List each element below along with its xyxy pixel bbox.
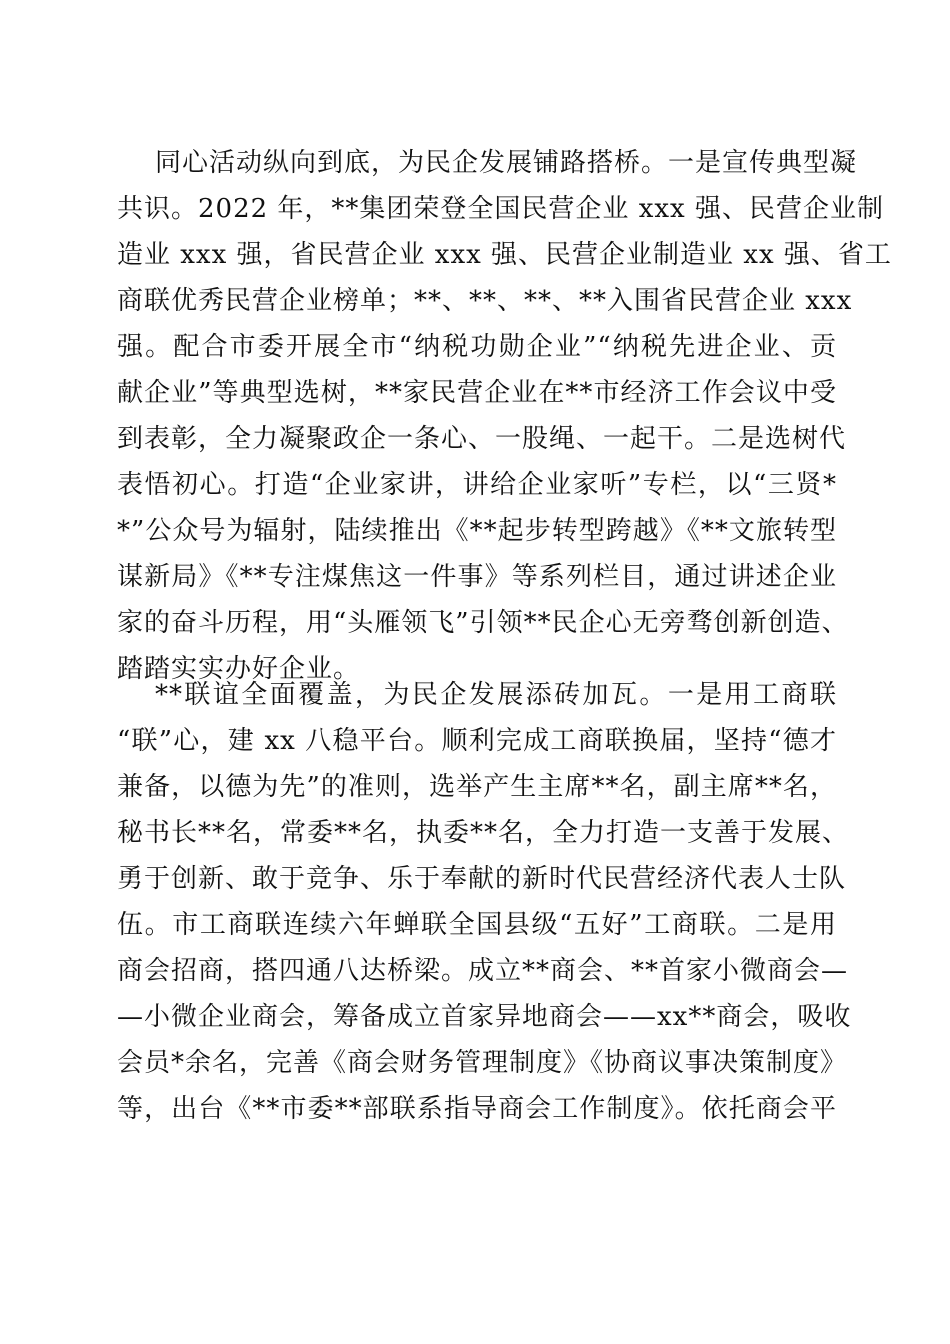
text-line: 伍。市工商联连续六年蝉联全国县级“五好”工商联。二是用 xyxy=(117,910,837,940)
text-line: 商联优秀民营企业榜单；**、**、**、**入围省民营企业 xxx xyxy=(117,286,853,316)
text-line: 表悟初心。打造“企业家讲，讲给企业家听”专栏，以“三贤* xyxy=(117,470,837,500)
text-line: 会员*余名，完善《商会财务管理制度》《协商议事决策制度》 xyxy=(117,1048,848,1078)
text-line: 到表彰，全力凝聚政企一条心、一股绳、一起干。二是选树代 xyxy=(117,424,847,454)
text-line: 共识。2022 年，**集团荣登全国民营企业 xxx 强、民营企业制 xyxy=(117,194,884,224)
text-line: 秘书长**名，常委**名，执委**名，全力打造一支善于发展、 xyxy=(117,818,850,848)
text-line: 同心活动纵向到底，为民企发展铺路搭桥。一是宣传典型凝 xyxy=(155,148,858,178)
text-line: 谋新局》《**专注煤焦这一件事》等系列栏目，通过讲述企业 xyxy=(117,562,837,592)
text-line: 勇于创新、敢于竞争、乐于奉献的新时代民营经济代表人士队 xyxy=(117,864,847,894)
text-line: 造业 xxx 强，省民营企业 xxx 强、民营企业制造业 xx 强、省工 xyxy=(117,240,892,270)
text-line: **联谊全面覆盖，为民企发展添砖加瓦。一是用工商联 xyxy=(155,680,837,710)
paragraph-tongxin-activities xyxy=(117,140,892,692)
text-line: 商会招商，搭四通八达桥梁。成立**商会、**首家小微商会— xyxy=(117,956,849,986)
text-line: 献企业”等典型选树，**家民营企业在**市经济工作会议中受 xyxy=(117,378,837,408)
paragraph-lianyi-coverage xyxy=(117,672,852,1132)
text-line: “联”心，建 xx 八稳平台。顺利完成工商联换届，坚持“德才 xyxy=(117,726,837,756)
text-line: 等，出台《**市委**部联系指导商会工作制度》。依托商会平 xyxy=(117,1094,837,1124)
text-line: *”公众号为辐射，陆续推出《**起步转型跨越》《**文旅转型 xyxy=(117,516,837,546)
text-line: 兼备，以德为先”的准则，选举产生主席**名，副主席**名， xyxy=(117,772,837,802)
text-line: —小微企业商会，筹备成立首家异地商会——xx**商会，吸收 xyxy=(117,1002,852,1032)
text-line: 强。配合市委开展全市“纳税功勋企业”“纳税先进企业、贡 xyxy=(117,332,837,362)
text-line: 踏踏实实办好企业。 xyxy=(117,654,361,684)
text-line: 家的奋斗历程，用“头雁领飞”引领**民企心无旁骛创新创造、 xyxy=(117,608,849,638)
